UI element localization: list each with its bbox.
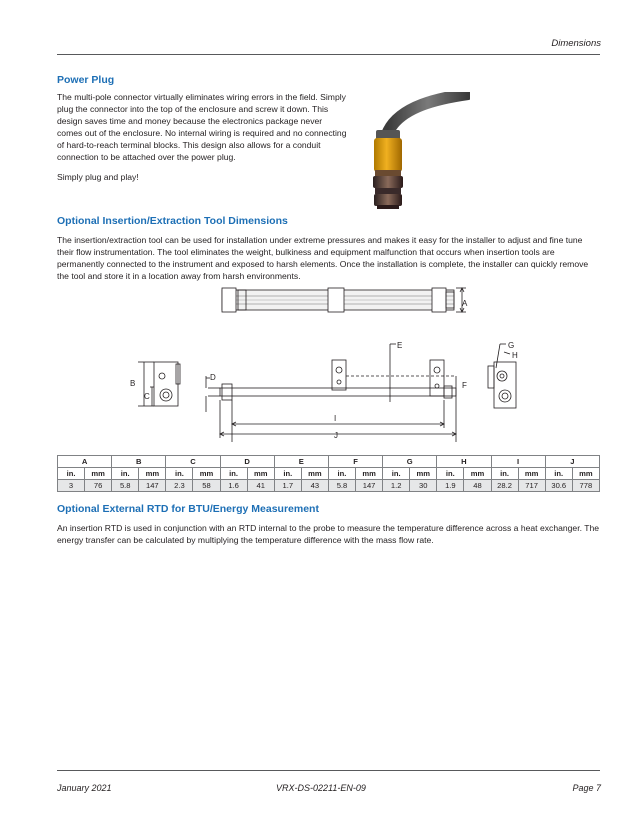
table-cell: 48 [464,480,491,492]
insertion-tool-drawing [110,282,530,442]
unit-in: in. [166,468,193,480]
table-cell: 1.9 [437,480,464,492]
table-cell: 43 [301,480,328,492]
unit-in: in. [220,468,247,480]
table-header-i: I [491,456,545,468]
table-row [58,480,600,492]
table-header-h: H [437,456,491,468]
unit-in: in. [112,468,139,480]
unit-in: in. [274,468,301,480]
table-header-j: J [545,456,599,468]
dimensions-table [57,455,600,492]
table-cell: 76 [85,480,112,492]
table-cell: 5.8 [112,480,139,492]
table-unit-row [58,468,600,480]
table-cell: 5.8 [328,480,355,492]
table-cell: 778 [572,480,599,492]
header-rule [57,54,600,55]
table-cell: 717 [518,480,545,492]
table-cell: 3 [58,480,85,492]
label-d: D [210,373,216,382]
unit-mm: mm [301,468,328,480]
rtd-heading: Optional External RTD for BTU/Energy Measurement [57,503,319,515]
label-i: I [334,414,337,423]
rtd-paragraph: An insertion RTD is used in conjunction with an RTD internal to the probe to measure the temperature difference across a heat exchanger. The energy transfer can be calculated by multiplying the temperature difference with the mass flow rate. [57,523,600,546]
unit-mm: mm [139,468,166,480]
table-header-e: E [274,456,328,468]
label-b: B [130,379,136,388]
unit-mm: mm [356,468,383,480]
table-cell: 1.7 [274,480,301,492]
header-title: Dimensions [551,38,601,49]
label-a: A [462,299,468,308]
dimension-lines-i-j [220,400,456,442]
tool-side-view [206,344,456,412]
table-header-f: F [328,456,382,468]
tool-paragraph: The insertion/extraction tool can be used for installation under extreme pressures and makes it easy for the installer to adjust and fine tune their flow instrumentation. The tool eliminates the weight, bulkiness and equipment malfunction that occurs when insertion tools are permanently connected to the instrument and exposed to harsh elements. Once the installation is complete, the installer can quickly remove the tool and store it in a location away from harsh environments. [57,235,589,282]
table-header-c: C [166,456,220,468]
power-plug-paragraph-1: The multi-pole connector virtually eliminates wiring errors in the field. Simply plug the connector into the top of the enclosure and screw it down. This design saves time and money because the electronics package never comes out of the enclosure. No internal wiring is required and no connecting of hard-to-reach terminal blocks. This design also allows for a conduit connection to be attached over the power plug. [57,92,347,163]
label-f: F [462,381,467,390]
table-cell: 147 [139,480,166,492]
unit-mm: mm [193,468,220,480]
table-header-g: G [383,456,437,468]
power-plug-text [57,91,347,190]
power-plug-paragraph-2: Simply plug and play! [57,171,139,182]
footer-page-number: Page 7 [572,783,601,793]
table-cell: 30 [410,480,437,492]
label-j: J [334,431,338,440]
footer-doc-number: VRX-DS-02211-EN-09 [276,783,366,793]
footer-rule [57,770,600,771]
table-cell: 147 [356,480,383,492]
unit-mm: mm [85,468,112,480]
tool-top-view [222,288,466,312]
table-cell: 1.2 [383,480,410,492]
unit-mm: mm [247,468,274,480]
table-cell: 28.2 [491,480,518,492]
table-group-header-row [58,456,600,468]
unit-mm: mm [572,468,599,480]
label-h: H [512,351,518,360]
table-header-d: D [220,456,274,468]
unit-in: in. [437,468,464,480]
unit-in: in. [545,468,572,480]
unit-in: in. [58,468,85,480]
table-cell: 2.3 [166,480,193,492]
label-c: C [144,392,150,401]
unit-in: in. [383,468,410,480]
label-g: G [508,341,515,350]
table-cell: 58 [193,480,220,492]
label-e: E [397,341,403,350]
unit-mm: mm [410,468,437,480]
table-cell: 30.6 [545,480,572,492]
table-header-b: B [112,456,166,468]
unit-mm: mm [518,468,545,480]
unit-in: in. [328,468,355,480]
tool-heading: Optional Insertion/Extraction Tool Dimensions [57,215,288,227]
power-plug-connector-icon [360,92,470,216]
table-cell: 1.6 [220,480,247,492]
footer-date: January 2021 [57,783,112,793]
unit-mm: mm [464,468,491,480]
unit-in: in. [491,468,518,480]
table-header-a: A [58,456,112,468]
table-cell: 41 [247,480,274,492]
power-plug-heading: Power Plug [57,74,115,86]
